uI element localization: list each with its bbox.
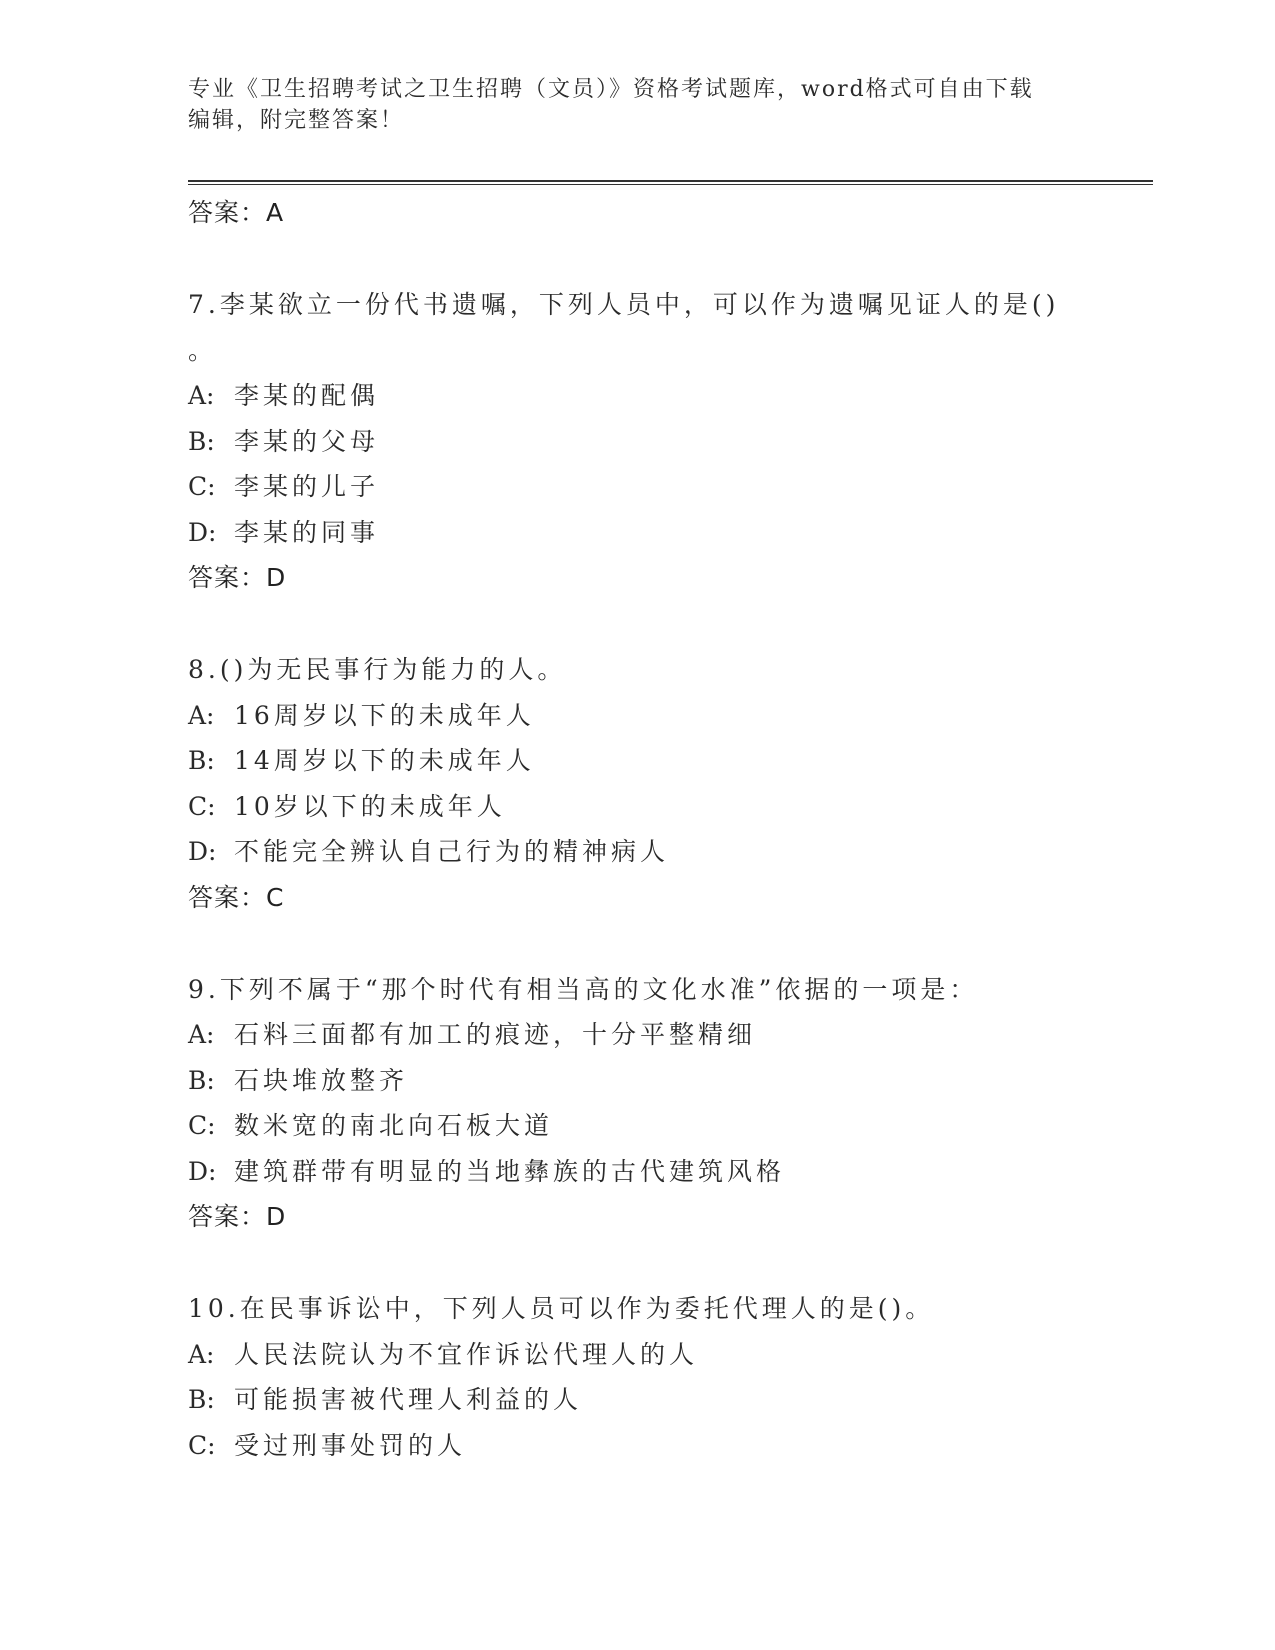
option-letter: D: — [188, 1156, 217, 1186]
question-block — [188, 647, 1088, 921]
option-text: 石料三面都有加工的痕迹，十分平整精细 — [234, 1020, 757, 1049]
spacer — [188, 1240, 1088, 1286]
question-stem-continued: 。 — [188, 335, 218, 365]
question-stem: 8.()为无民事行为能力的人。 — [188, 655, 567, 684]
option-d — [188, 510, 1088, 556]
option-letter: D: — [188, 837, 217, 866]
option-a — [188, 1332, 1088, 1378]
document-header — [188, 74, 1088, 136]
answer-line: 答案：D — [188, 1202, 287, 1231]
question-block — [188, 967, 1088, 1241]
option-letter: C: — [188, 1111, 216, 1140]
option-text: 16周岁以下的未成年人 — [234, 700, 535, 730]
option-text: 李某的同事 — [234, 517, 380, 547]
answer-line: 答案：D — [188, 563, 287, 592]
option-letter: C: — [188, 791, 216, 821]
option-letter: B: — [188, 1385, 215, 1414]
option-c — [188, 784, 1088, 830]
option-text: 李某的父母 — [234, 426, 380, 456]
option-d — [188, 1149, 1088, 1195]
option-b — [188, 1377, 1088, 1423]
question-block — [188, 1286, 1088, 1468]
option-text: 不能完全辨认自己行为的精神病人 — [234, 837, 670, 866]
answer-line: 答案：A — [188, 198, 285, 227]
option-text: 石块堆放整齐 — [234, 1065, 409, 1095]
option-b — [188, 419, 1088, 465]
option-letter: A: — [188, 381, 215, 410]
spacer — [188, 236, 1088, 282]
option-c — [188, 1423, 1088, 1469]
option-c — [188, 464, 1088, 510]
spacer — [188, 921, 1088, 967]
option-d — [188, 829, 1088, 875]
option-letter: A: — [188, 700, 215, 730]
option-letter: C: — [188, 472, 216, 501]
option-letter: A: — [188, 1020, 215, 1049]
question-stem: 9.下列不属于“那个时代有相当高的文化水准”依据的一项是： — [188, 974, 979, 1004]
answer-line: 答案：C — [188, 882, 285, 912]
header-line-1: 专业《卫生招聘考试之卫生招聘（文员）》资格考试题库，word格式可自由下载 — [188, 77, 1034, 102]
option-text: 建筑群带有明显的当地彝族的古代建筑风格 — [234, 1156, 786, 1186]
option-letter: B: — [188, 746, 215, 775]
question-list — [188, 190, 1088, 1468]
question-stem: 7.李某欲立一份代书遗嘱，下列人员中，可以作为遗嘱见证人的是() — [188, 290, 1060, 319]
header-divider-thin — [188, 184, 1153, 185]
option-text: 14周岁以下的未成年人 — [234, 746, 535, 775]
option-letter: B: — [188, 426, 215, 456]
option-letter: B: — [188, 1065, 215, 1095]
question-stem: 10.在民事诉讼中，下列人员可以作为委托代理人的是()。 — [188, 1294, 935, 1323]
option-letter: C: — [188, 1430, 216, 1460]
option-letter: A: — [188, 1339, 215, 1369]
option-b — [188, 738, 1088, 784]
option-text: 数米宽的南北向石板大道 — [234, 1111, 554, 1140]
header-divider-thick — [188, 180, 1153, 182]
header-line-2: 编辑，附完整答案！ — [188, 108, 405, 133]
option-text: 受过刑事处罚的人 — [234, 1430, 467, 1460]
option-letter: D: — [188, 517, 217, 547]
option-text: 可能损害被代理人利益的人 — [234, 1385, 583, 1414]
spacer — [188, 601, 1088, 647]
option-a — [188, 373, 1088, 419]
option-text: 10岁以下的未成年人 — [234, 791, 506, 821]
option-text: 李某的配偶 — [234, 381, 380, 410]
option-a — [188, 693, 1088, 739]
question-block — [188, 282, 1088, 601]
option-c — [188, 1103, 1088, 1149]
option-text: 李某的儿子 — [234, 472, 380, 501]
option-b — [188, 1058, 1088, 1104]
option-text: 人民法院认为不宜作诉讼代理人的人 — [234, 1339, 699, 1369]
option-a — [188, 1012, 1088, 1058]
